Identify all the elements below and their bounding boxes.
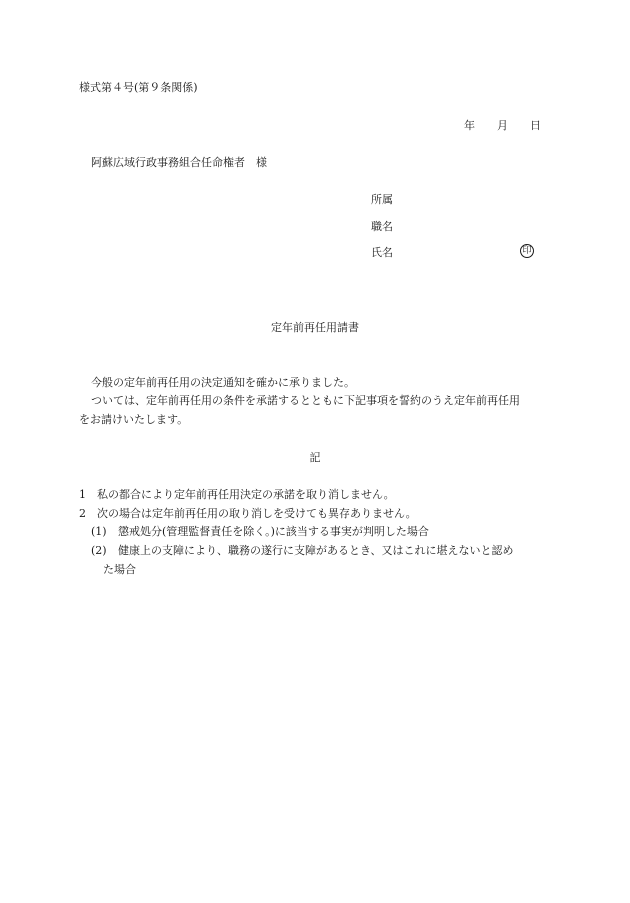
list-item [79,508,417,519]
addressee: 阿蘇広域行政事務組合任命権者 様 [91,156,267,169]
sub-item-number: (1) [91,525,107,538]
document-title: 定年前再任用請書 [271,321,359,334]
day-label: 日 [530,119,541,132]
sub-item-number: (2) [91,544,107,557]
sub-list-item [91,526,429,537]
year-label: 年 [464,119,475,132]
body-paragraph-2-line-2: をお請けいたします。 [79,413,189,426]
month-label: 月 [497,119,508,132]
sub-item-text: 健康上の支障により、職務の遂行に支障があるとき、又はこれに堪えないと認め [118,544,514,557]
position-label: 職名 [371,220,393,233]
item-text: 私の都合により定年前再任用決定の承諾を取り消しません。 [97,488,395,501]
list-item [79,489,395,500]
item-number: 1 [79,488,86,501]
body-paragraph-1: 今般の定年前再任用の決定通知を確かに承りました。 [91,376,355,389]
ki-heading: 記 [309,451,321,464]
form-number: 様式第４号(第９条関係) [79,81,198,94]
item-text: 次の場合は定年前再任用の取り消しを受けても異存ありません。 [97,507,417,520]
item-number: 2 [79,507,86,520]
sub-list-item [91,545,514,556]
name-label: 氏名 [371,246,393,259]
seal-icon: 印 [520,244,534,258]
date-line [464,120,541,131]
body-paragraph-2-line-1: ついては、定年前再任用の条件を承諾するとともに下記事項を誓約のうえ定年前再任用 [91,394,520,407]
sub-item-continuation: た場合 [103,563,136,576]
sub-item-text: 懲戒処分(管理監督責任を除く。)に該当する事実が判明した場合 [118,525,429,538]
affiliation-label: 所属 [371,193,393,206]
